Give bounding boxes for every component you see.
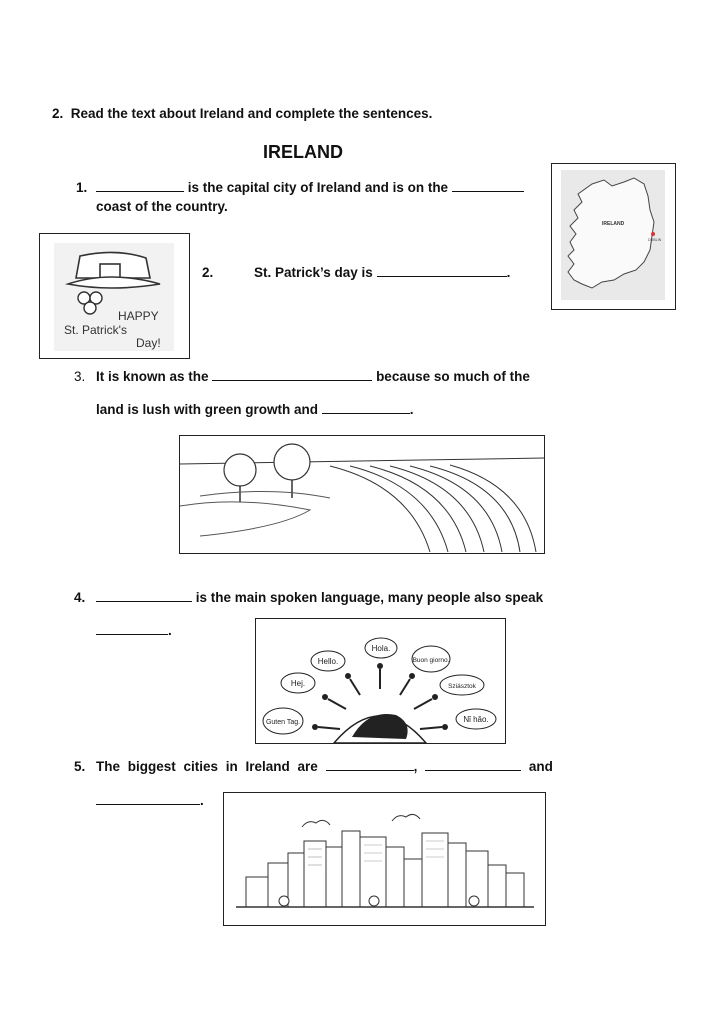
- st-patrick-line2: St. Patrick's: [64, 323, 127, 337]
- q1-blank-capital[interactable]: [96, 180, 184, 192]
- q2-blank[interactable]: [377, 265, 507, 277]
- q3-blank-2[interactable]: [322, 402, 410, 414]
- exercise-heading: [52, 106, 432, 121]
- map-country-label: IRELAND: [602, 221, 625, 227]
- q2-end: .: [506, 265, 511, 280]
- q5-blank-2[interactable]: [425, 759, 521, 771]
- q4-line2: [96, 623, 172, 638]
- st-patricks-day-image: [39, 233, 190, 359]
- bubble-ni-hao: Nǐ hǎo.: [463, 715, 489, 724]
- q3-end: .: [409, 402, 414, 417]
- q3-text-b: because so much of the: [376, 369, 530, 384]
- q3-line1: [96, 369, 530, 384]
- exercise-instructions: Read the text about Ireland and complete the sentences.: [70, 106, 433, 121]
- page-title: IRELAND: [263, 142, 343, 162]
- landscape-image: [179, 435, 545, 554]
- q1-line2: coast of the country.: [96, 199, 228, 214]
- q3-text-a: It is known as the: [96, 369, 209, 384]
- q5-line1: [96, 759, 553, 774]
- q2-line: [254, 265, 510, 280]
- q3-line2: [96, 402, 414, 417]
- ireland-map-image: [551, 163, 676, 310]
- q4-number: 4.: [74, 590, 86, 605]
- q2-number: 2.: [202, 265, 214, 280]
- q3-number: 3.: [74, 369, 86, 384]
- bubble-hola: Hola.: [371, 644, 391, 653]
- q5-number: 5.: [74, 759, 86, 774]
- st-patrick-line3: Day!: [136, 336, 161, 350]
- q2-text: St. Patrick’s day is: [254, 265, 373, 280]
- bubble-buon-giorno: Buon giorno.: [412, 657, 450, 664]
- q4-blank-language[interactable]: [96, 590, 192, 602]
- q3-blank-nickname[interactable]: [212, 369, 372, 381]
- q5-text-a: The biggest cities in Ireland are: [96, 759, 318, 774]
- bubble-guten-tag: Guten Tag.: [265, 719, 301, 726]
- q5-blank-3[interactable]: [96, 793, 200, 805]
- q5-comma: ,: [413, 759, 418, 774]
- q5-end: .: [200, 793, 204, 808]
- q5-line2: [96, 793, 204, 808]
- q5-blank-1[interactable]: [326, 759, 414, 771]
- st-patrick-line1: HAPPY: [118, 309, 159, 323]
- q4-blank-second[interactable]: [96, 623, 168, 635]
- bubble-szia: Sziásztok: [448, 683, 476, 690]
- city-skyline-image: [223, 792, 546, 926]
- exercise-number: 2.: [52, 106, 64, 121]
- q1-number: 1.: [76, 180, 88, 195]
- q1-blank-coast[interactable]: [452, 180, 524, 192]
- q5-and: and: [528, 759, 553, 774]
- q1-text-a: is the capital city of Ireland and is on the: [187, 180, 449, 195]
- q4-end: .: [168, 623, 172, 638]
- map-city-label: DUBLIN: [648, 238, 662, 242]
- languages-image: [255, 618, 506, 744]
- q3-text-c: land is lush with green growth and: [96, 402, 319, 417]
- bubble-hej: Hej.: [290, 679, 306, 688]
- q4-line1: [96, 590, 543, 605]
- q4-text-a: is the main spoken language, many people also speak: [195, 590, 544, 605]
- q1-line1: [96, 180, 524, 195]
- bubble-hello: Hello.: [317, 657, 339, 666]
